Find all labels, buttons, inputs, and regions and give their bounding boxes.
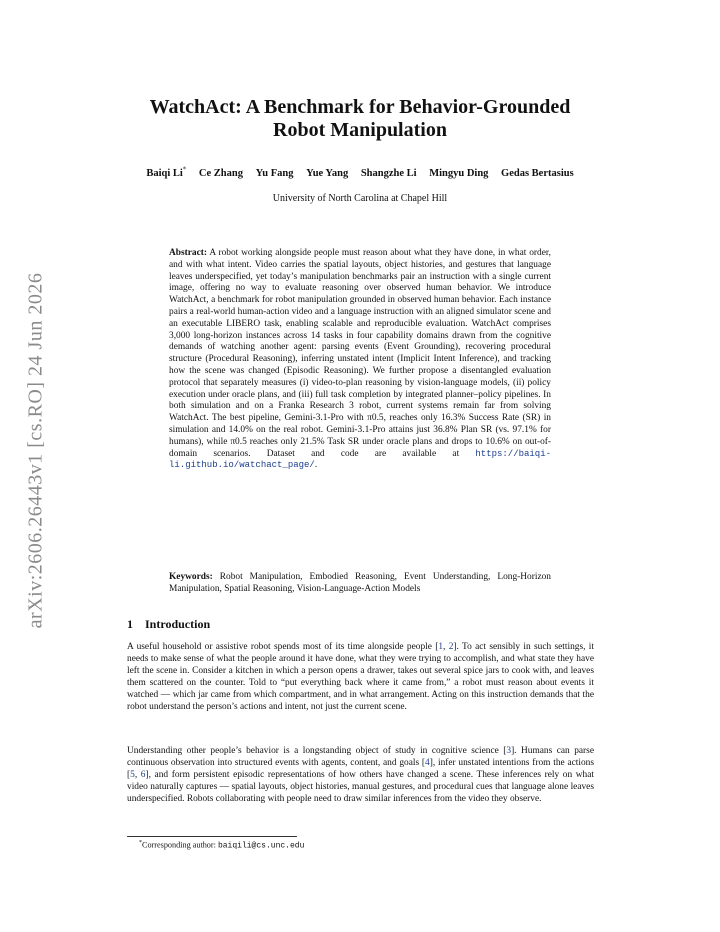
corresponding-mark: * <box>182 165 187 173</box>
paragraph-text: Understanding other people’s behavior is a longstanding object of study in cognitive science [ <box>127 746 507 756</box>
footnote <box>139 840 304 851</box>
author: Gedas Bertasius <box>501 167 574 179</box>
abstract-label: Abstract: <box>169 248 208 258</box>
paragraph-text: ]. Humans can parse continuous observation into structured events with agents, content, and goals [ <box>127 746 594 769</box>
keywords <box>169 571 551 595</box>
paragraph-text: , <box>443 642 449 652</box>
author <box>146 165 187 179</box>
paragraph-text: A useful household or assistive robot spends most of its time alongside people [ <box>127 642 439 652</box>
section-heading <box>127 617 210 632</box>
paragraph-text: ]. To act sensibly in such settings, it needs to make sense of what the people around it have done, what they were trying to accomplish, and what state they have left the scene in. Consider a kitchen in which a person opens a drawer, takes out several spice jars to cook with, and leaves them scattered on the counter. Told to “put everything back where it came from,” a robot must reason about events it watched — which jar came from which compartment, and in what arrangement. Acting on this instruction demands that the robot understand the person’s actions and intent, not just the current scene. <box>127 642 595 713</box>
arxiv-identifier: arXiv:2606.26443v1 [cs.RO] 24 Jun 2026 <box>24 272 47 628</box>
paragraph-text: ], infer unstated intentions from the actions [ <box>127 758 594 781</box>
abstract <box>169 248 551 472</box>
citation-link[interactable]: 2 <box>448 642 454 652</box>
title-line-1: WatchAct: A Benchmark for Behavior-Grounded <box>149 96 571 118</box>
project-page-link[interactable]: https://baiqi-li.github.io/watchact_page/ <box>169 448 552 471</box>
keywords-text: Robot Manipulation, Embodied Reasoning, Event Understanding, Long-Horizon Manipulation, Spatial Reasoning, Vision-Language-Action Models <box>169 572 551 594</box>
section-number: 1 <box>127 617 133 631</box>
section-title: Introduction <box>145 617 211 631</box>
footnote-divider <box>127 836 297 837</box>
citation-link[interactable]: 4 <box>425 758 430 769</box>
paragraph-text: , <box>134 770 141 781</box>
author-name: Baiqi Li <box>146 167 183 179</box>
paper-title <box>100 96 620 142</box>
author: Yu Fang <box>255 167 294 179</box>
title-line-2: Robot Manipulation <box>273 119 447 141</box>
citation-link[interactable]: 3 <box>506 746 512 756</box>
citation-link[interactable]: 5 <box>130 770 135 781</box>
author: Mingyu Ding <box>429 167 489 179</box>
keywords-label: Keywords: <box>169 572 213 582</box>
footnote-mark: * <box>139 840 142 846</box>
author: Shangzhe Li <box>360 167 417 179</box>
intro-paragraph-2 <box>127 745 594 805</box>
citation-link[interactable]: 1 <box>438 642 444 652</box>
intro-paragraph-1 <box>127 641 594 714</box>
paragraph-text: ], and form persistent episodic representations of how others have changed a scene. These inferences rely on what video naturally captures — spatial layouts, object histories, manual gestures, and procedural cues that language alone leaves underspecified. Robots collaborating with people need to draw similar inferences from the video they observe. <box>127 770 595 805</box>
footnote-label: Corresponding author: <box>142 840 218 850</box>
author-list <box>60 165 660 179</box>
abstract-end: . <box>314 460 318 471</box>
author: Yue Yang <box>306 167 349 179</box>
abstract-text: A robot working alongside people must reason about what they have done, in what order, and with what intent. Video carries the spatial layouts, object histories, and gestures that language leaves underspecified, yet today’s manipulation benchmarks pair an instruction with a single current image, offering no way to evaluate reasoning over observed human behavior. We introduce WatchAct, a benchmark for robot manipulation grounded in observed human behavior. Each instance pairs a real-world human-action video and a language instruction with an aligned simulator scene and an executable LIBERO task, enabling scalable and reproducible evaluation. WatchAct comprises 3,000 long-horizon instances across 14 tasks in four capability domains drawn from the cognitive demands of watching another agent: parsing events (Event Grounding), recovering procedural structure (Procedural Reasoning), inferring unstated intent (Implicit Intent Inference), and tracking how the scene was changed (Episodic Reasoning). We further propose a disentangled evaluation protocol that separately measures (i) video-to-plan reasoning by vision-language models, (ii) policy execution under oracle plans, and (iii) full task completion by integrated planner–policy pipelines. In both simulation and on a Franka Research 3 robot, current systems remain far from solving WatchAct. The best pipeline, Gemini-3.1-Pro with π0.5, reaches only 16.3% Success Rate (SR) in simulation and 14.0% on the real robot. Gemini-3.1-Pro attains just 36.8% Plan SR (vs. 97.1% for humans), while π0.5 reaches only 21.5% Task SR under oracle plans and drops to 10.6% on out-of-domain scenarios. Dataset and code are available at <box>169 248 551 459</box>
corresponding-email[interactable]: baiqili@cs.unc.edu <box>217 841 305 851</box>
arxiv-sidebar-stamp <box>16 260 56 640</box>
affiliation: University of North Carolina at Chapel Hill <box>272 193 448 204</box>
author: Ce Zhang <box>198 167 243 179</box>
citation-link[interactable]: 6 <box>140 770 146 781</box>
